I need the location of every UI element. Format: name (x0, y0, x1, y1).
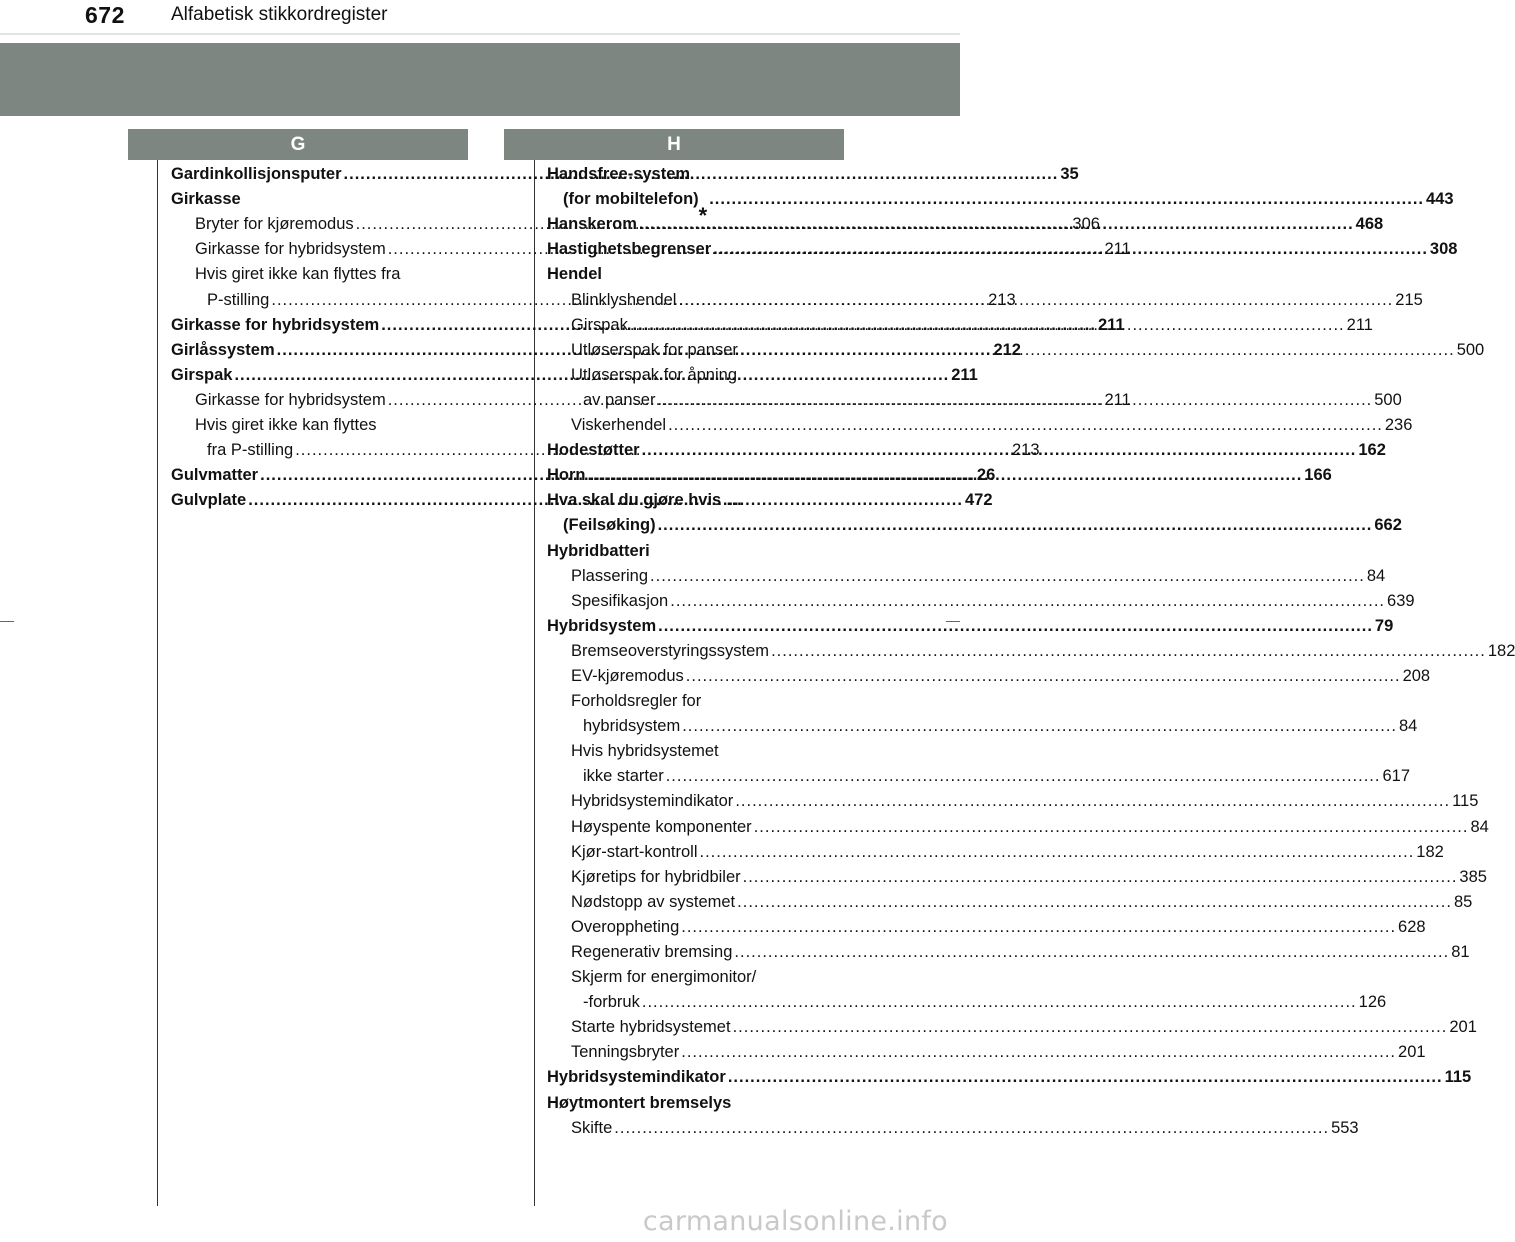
index-entry: Girkasse for hybridsystem ..... 211 (171, 313, 468, 338)
index-entry: Hastighetsbegrenser ..... 308 (547, 237, 844, 262)
index-entry: Girkasse (171, 190, 241, 209)
index-subentry: av panser ..... 500 (547, 388, 844, 413)
index-entry: Gulvplate ..... 472 (171, 488, 468, 513)
index-subentry: Girspak ..... 211 (547, 313, 844, 338)
index-subentry: Starte hybridsystemet ..... 201 (547, 1015, 844, 1040)
index-subentry: Overoppheting ..... 628 (547, 915, 844, 940)
index-entry: (Feilsøking) ..... 662 (547, 513, 844, 538)
index-subentry: Tenningsbryter ..... 201 (547, 1040, 844, 1065)
index-subentry: Hvis giret ikke kan flyttes fra (195, 265, 401, 284)
crop-mark-right (946, 621, 960, 622)
watermark: carmanualsonline.info (642, 1206, 948, 1237)
index-entry: Hendel (547, 265, 603, 284)
index-subentry: Kjør-start-kontroll ..... 182 (547, 840, 844, 865)
index-subentry: Girkasse for hybridsystem ..... 211 (171, 388, 468, 413)
index-subentry: Plassering ..... 84 (547, 564, 844, 589)
index-subentry: fra P-stilling ..... 213 (171, 438, 468, 463)
index-entry: Hanskerom ..... 468 (547, 212, 844, 237)
index-subentry: Girkasse for hybridsystem ..... 211 (171, 237, 468, 262)
index-subentry: P-stilling ..... 213 (171, 287, 468, 312)
index-entry: Girlåssystem ..... 212 (171, 338, 468, 363)
index-subentry: Høyspente komponenter ..... 84 (547, 814, 844, 839)
index-entry: Gardinkollisjonsputer ..... 35 (171, 162, 468, 187)
index-entry: Gulvmatter ..... 26 (171, 463, 468, 488)
index-entry: Girspak ..... 211 (171, 363, 468, 388)
index-entry: (for mobiltelefon) * ..... 443 (547, 187, 844, 212)
index-subentry: hybridsystem ..... 84 (547, 714, 844, 739)
column-rule-g (157, 160, 158, 1206)
header-rule (0, 33, 960, 35)
index-entry: Høytmontert bremselys (547, 1093, 732, 1112)
index-subentry: Viskerhendel ..... 236 (547, 413, 844, 438)
index-subentry: Forholdsregler for (571, 692, 702, 711)
index-subentry: Utløserspak for panser ..... 500 (547, 338, 844, 363)
index-entry: Horn ..... 166 (547, 463, 844, 488)
index-subentry: Bryter for kjøremodus ..... 306 (171, 212, 468, 237)
header-band (0, 43, 960, 116)
index-subentry: Kjøretips for hybridbiler ..... 385 (547, 865, 844, 890)
index-subentry: Blinklyshendel ..... 215 (547, 287, 844, 312)
index-subentry: Spesifikasjon ..... 639 (547, 589, 844, 614)
index-subentry: Skjerm for energimonitor/ (571, 968, 757, 987)
index-subentry: Regenerativ bremsing ..... 81 (547, 940, 844, 965)
index-entry: Hodestøtter ..... 162 (547, 438, 844, 463)
crop-mark-left (0, 621, 14, 622)
index-entry: Handsfree-system (547, 165, 691, 184)
index-subentry: Utløserspak for åpning (571, 365, 737, 384)
index-subentry: Skifte ..... 553 (547, 1116, 844, 1141)
index-subentry: Hvis giret ikke kan flyttes (195, 416, 377, 435)
section-header-h: H (504, 129, 844, 160)
section-header-g: G (128, 129, 468, 160)
index-subentry: Hybridsystemindikator ..... 115 (547, 789, 844, 814)
index-subentry: Bremseoverstyringssystem ..... 182 (547, 639, 844, 664)
index-entry: Hybridsystem ..... 79 (547, 614, 844, 639)
index-entry: Hybridsystemindikator ..... 115 (547, 1065, 844, 1090)
index-subentry: EV-kjøremodus ..... 208 (547, 664, 844, 689)
page-number: 672 (85, 2, 125, 28)
index-subentry: -forbruk ..... 126 (547, 990, 844, 1015)
index-entry: Hybridbatteri (547, 541, 650, 560)
index-subentry: Hvis hybridsystemet (571, 742, 719, 761)
index-subentry: ikke starter ..... 617 (547, 764, 844, 789)
index-entry: Hva skal du gjøre hvis … (547, 491, 743, 510)
page-title: Alfabetisk stikkordregister (171, 4, 388, 25)
index-subentry: Nødstopp av systemet ..... 85 (547, 890, 844, 915)
